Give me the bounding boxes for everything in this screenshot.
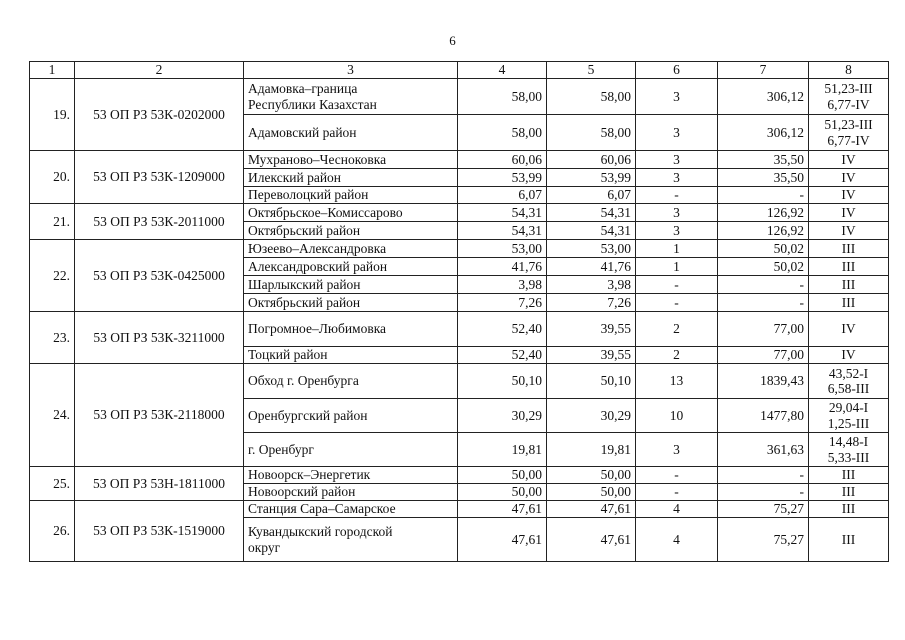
road-code: 53 ОП РЗ 53К-1519000 — [75, 501, 244, 562]
length-hard: 58,00 — [547, 79, 636, 115]
road-code: 53 ОП РЗ 53К-0202000 — [75, 79, 244, 151]
bridges-count: 4 — [636, 518, 718, 562]
header-cell-8: 8 — [809, 62, 889, 79]
length-hard: 7,26 — [547, 294, 636, 312]
header-cell-4: 4 — [458, 62, 547, 79]
table-row — [30, 240, 889, 258]
length-hard: 19,81 — [547, 433, 636, 467]
bridges-count: 10 — [636, 399, 718, 433]
header-cell-1: 1 — [30, 62, 75, 79]
road-name: Октябрьский район — [244, 222, 458, 240]
road-code: 53 ОП РЗ 53К-2118000 — [75, 364, 244, 467]
row-number: 26. — [30, 501, 75, 562]
bridges-count: - — [636, 484, 718, 501]
length-hard: 54,31 — [547, 222, 636, 240]
length-hard: 39,55 — [547, 312, 636, 347]
length-hard: 47,61 — [547, 518, 636, 562]
length-total: 30,29 — [458, 399, 547, 433]
bridges-length: 77,00 — [718, 312, 809, 347]
road-category: IV — [809, 204, 889, 222]
bridges-length: 77,00 — [718, 347, 809, 364]
bridges-count: - — [636, 294, 718, 312]
road-category: III — [809, 518, 889, 562]
road-name: Адамовский район — [244, 115, 458, 151]
bridges-count: 2 — [636, 347, 718, 364]
length-hard: 41,76 — [547, 258, 636, 276]
road-category: IV — [809, 151, 889, 169]
bridges-length: 1477,80 — [718, 399, 809, 433]
road-category: III — [809, 484, 889, 501]
road-category: 43,52-I 6,58-III — [809, 364, 889, 399]
row-number: 19. — [30, 79, 75, 151]
road-category: 29,04-I 1,25-III — [809, 399, 889, 433]
length-hard: 30,29 — [547, 399, 636, 433]
bridges-length: - — [718, 187, 809, 204]
length-total: 6,07 — [458, 187, 547, 204]
road-name: Шарлыкский район — [244, 276, 458, 294]
length-total: 50,00 — [458, 467, 547, 484]
length-hard: 54,31 — [547, 204, 636, 222]
bridges-length: - — [718, 467, 809, 484]
bridges-length: - — [718, 294, 809, 312]
road-category: III — [809, 240, 889, 258]
bridges-count: - — [636, 467, 718, 484]
bridges-count: 3 — [636, 433, 718, 467]
road-name: Мухраново–Чесноковка — [244, 151, 458, 169]
length-hard: 60,06 — [547, 151, 636, 169]
length-hard: 50,10 — [547, 364, 636, 399]
table-row — [30, 151, 889, 169]
bridges-count: 2 — [636, 312, 718, 347]
bridges-count: 1 — [636, 240, 718, 258]
bridges-length: - — [718, 276, 809, 294]
page-number: 6 — [449, 33, 456, 48]
bridges-count: 3 — [636, 115, 718, 151]
length-hard: 50,00 — [547, 484, 636, 501]
table-row — [30, 204, 889, 222]
row-number: 23. — [30, 312, 75, 364]
road-category: IV — [809, 187, 889, 204]
bridges-length: 75,27 — [718, 501, 809, 518]
road-name: Октябрьское–Комиссарово — [244, 204, 458, 222]
length-hard: 3,98 — [547, 276, 636, 294]
bridges-count: 13 — [636, 364, 718, 399]
road-name: Оренбургский район — [244, 399, 458, 433]
header-row — [30, 62, 889, 79]
road-code: 53 ОП РЗ 53К-0425000 — [75, 240, 244, 312]
road-name: г. Оренбург — [244, 433, 458, 467]
length-total: 41,76 — [458, 258, 547, 276]
table-row — [30, 364, 889, 399]
road-name: Новоорский район — [244, 484, 458, 501]
road-name: Погромное–Любимовка — [244, 312, 458, 347]
bridges-length: 35,50 — [718, 151, 809, 169]
bridges-length: 306,12 — [718, 115, 809, 151]
length-total: 50,00 — [458, 484, 547, 501]
bridges-length: 75,27 — [718, 518, 809, 562]
bridges-length: 50,02 — [718, 258, 809, 276]
length-total: 47,61 — [458, 501, 547, 518]
bridges-count: - — [636, 187, 718, 204]
road-category: IV — [809, 347, 889, 364]
length-hard: 53,99 — [547, 169, 636, 187]
header-cell-5: 5 — [547, 62, 636, 79]
road-name: Станция Сара–Самарское — [244, 501, 458, 518]
length-hard: 58,00 — [547, 115, 636, 151]
header-cell-2: 2 — [75, 62, 244, 79]
road-category: 51,23-III 6,77-IV — [809, 115, 889, 151]
road-category: III — [809, 467, 889, 484]
length-total: 47,61 — [458, 518, 547, 562]
length-total: 53,00 — [458, 240, 547, 258]
table-row — [30, 79, 889, 115]
length-hard: 53,00 — [547, 240, 636, 258]
road-category: IV — [809, 169, 889, 187]
length-total: 52,40 — [458, 347, 547, 364]
road-name: Переволоцкий район — [244, 187, 458, 204]
length-hard: 6,07 — [547, 187, 636, 204]
road-name: Октябрьский район — [244, 294, 458, 312]
row-number: 24. — [30, 364, 75, 467]
road-code: 53 ОП РЗ 53К-1209000 — [75, 151, 244, 204]
row-number: 21. — [30, 204, 75, 240]
road-code: 53 ОП РЗ 53Н-1811000 — [75, 467, 244, 501]
bridges-length: 1839,43 — [718, 364, 809, 399]
road-category: III — [809, 294, 889, 312]
table-row — [30, 467, 889, 484]
road-name: Адамовка–граница Республики Казахстан — [244, 79, 458, 115]
bridges-length: 126,92 — [718, 222, 809, 240]
header-cell-3: 3 — [244, 62, 458, 79]
length-total: 52,40 — [458, 312, 547, 347]
road-name: Кувандыкский городской округ — [244, 518, 458, 562]
bridges-count: 3 — [636, 79, 718, 115]
length-total: 58,00 — [458, 115, 547, 151]
road-category: III — [809, 258, 889, 276]
road-name: Илекский район — [244, 169, 458, 187]
length-total: 58,00 — [458, 79, 547, 115]
length-hard: 39,55 — [547, 347, 636, 364]
bridges-count: 4 — [636, 501, 718, 518]
road-name: Обход г. Оренбурга — [244, 364, 458, 399]
bridges-count: 3 — [636, 151, 718, 169]
length-total: 7,26 — [458, 294, 547, 312]
bridges-count: - — [636, 276, 718, 294]
table-row — [30, 312, 889, 347]
row-number: 20. — [30, 151, 75, 204]
row-number: 22. — [30, 240, 75, 312]
length-hard: 50,00 — [547, 467, 636, 484]
length-total: 50,10 — [458, 364, 547, 399]
bridges-count: 3 — [636, 222, 718, 240]
road-category: III — [809, 276, 889, 294]
bridges-count: 3 — [636, 204, 718, 222]
length-hard: 47,61 — [547, 501, 636, 518]
road-category: III — [809, 501, 889, 518]
row-number: 25. — [30, 467, 75, 501]
road-category: 14,48-I 5,33-III — [809, 433, 889, 467]
road-code: 53 ОП РЗ 53К-2011000 — [75, 204, 244, 240]
header-cell-6: 6 — [636, 62, 718, 79]
bridges-count: 3 — [636, 169, 718, 187]
bridges-length: - — [718, 484, 809, 501]
bridges-length: 361,63 — [718, 433, 809, 467]
road-name: Александровский район — [244, 258, 458, 276]
roads-table — [29, 61, 889, 562]
length-total: 19,81 — [458, 433, 547, 467]
bridges-length: 35,50 — [718, 169, 809, 187]
length-total: 54,31 — [458, 204, 547, 222]
length-total: 60,06 — [458, 151, 547, 169]
length-total: 53,99 — [458, 169, 547, 187]
length-total: 3,98 — [458, 276, 547, 294]
bridges-count: 1 — [636, 258, 718, 276]
road-category: IV — [809, 222, 889, 240]
road-category: IV — [809, 312, 889, 347]
header-cell-7: 7 — [718, 62, 809, 79]
bridges-length: 50,02 — [718, 240, 809, 258]
road-name: Тоцкий район — [244, 347, 458, 364]
road-name: Юзеево–Александровка — [244, 240, 458, 258]
road-code: 53 ОП РЗ 53К-3211000 — [75, 312, 244, 364]
length-total: 54,31 — [458, 222, 547, 240]
bridges-length: 306,12 — [718, 79, 809, 115]
table-row — [30, 501, 889, 518]
road-category: 51,23-III 6,77-IV — [809, 79, 889, 115]
road-name: Новоорск–Энергетик — [244, 467, 458, 484]
bridges-length: 126,92 — [718, 204, 809, 222]
